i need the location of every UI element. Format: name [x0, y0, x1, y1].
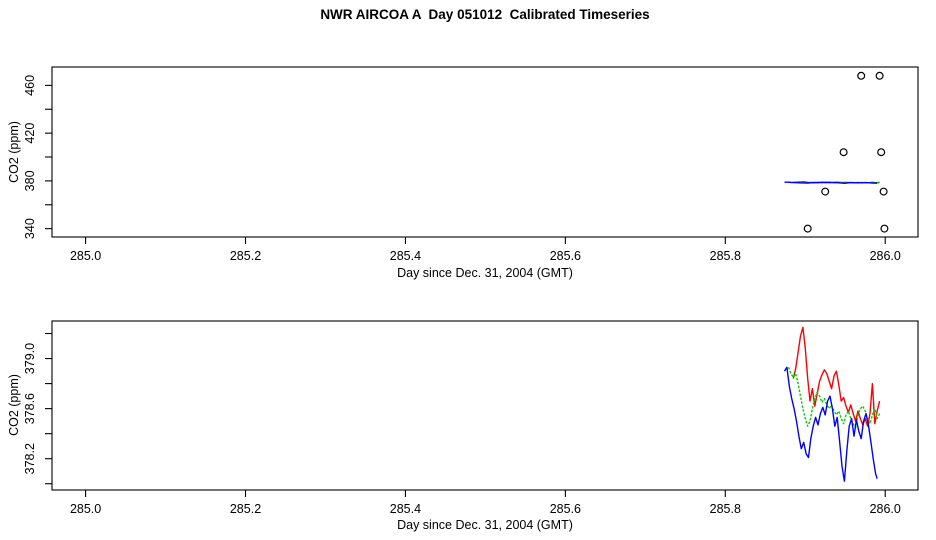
- y-tick-label: 380: [23, 170, 37, 192]
- calibration-point: [876, 72, 883, 79]
- x-tick-label: 285.6: [549, 502, 582, 516]
- x-tick-label: 286.0: [869, 502, 901, 516]
- x-tick-label: 285.8: [709, 249, 741, 263]
- calibration-point: [880, 188, 887, 195]
- chart-title: NWR AIRCOA A Day 051012 Calibrated Timeseries: [320, 7, 650, 22]
- y-tick-label: 420: [23, 122, 37, 144]
- calibration-point: [878, 149, 885, 156]
- x-tick-label: 285.4: [389, 249, 422, 263]
- calibration-point: [804, 225, 811, 232]
- calibration-point: [840, 149, 847, 156]
- x-axis-label-bottom: Day since Dec. 31, 2004 (GMT): [397, 518, 573, 532]
- panel-box-bottom: [52, 321, 918, 490]
- x-axis-label-top: Day since Dec. 31, 2004 (GMT): [397, 266, 573, 280]
- y-tick-label: 379.0: [23, 342, 37, 375]
- y-axis-label-bottom: CO2 (ppm): [7, 374, 21, 436]
- series-red-line: [793, 327, 879, 426]
- x-tick-label: 285.2: [229, 249, 262, 263]
- calibration-point: [881, 225, 888, 232]
- calibration-point: [822, 188, 829, 195]
- x-tick-label: 285.6: [549, 249, 582, 263]
- calibration-point: [858, 72, 865, 79]
- y-tick-label: 378.6: [23, 392, 37, 425]
- y-axis-label-top: CO2 (ppm): [7, 121, 21, 183]
- y-tick-label: 340: [23, 218, 37, 240]
- x-tick-label: 285.2: [229, 502, 262, 516]
- x-tick-label: 286.0: [869, 249, 901, 263]
- y-tick-label: 378.2: [23, 443, 37, 475]
- x-tick-label: 285.0: [69, 249, 102, 263]
- x-tick-label: 285.4: [389, 502, 422, 516]
- series-blue-line: [785, 182, 878, 183]
- y-tick-label: 460: [23, 74, 37, 96]
- x-tick-label: 285.0: [69, 502, 102, 516]
- x-tick-label: 285.8: [709, 502, 741, 516]
- panel-box-top: [52, 67, 918, 237]
